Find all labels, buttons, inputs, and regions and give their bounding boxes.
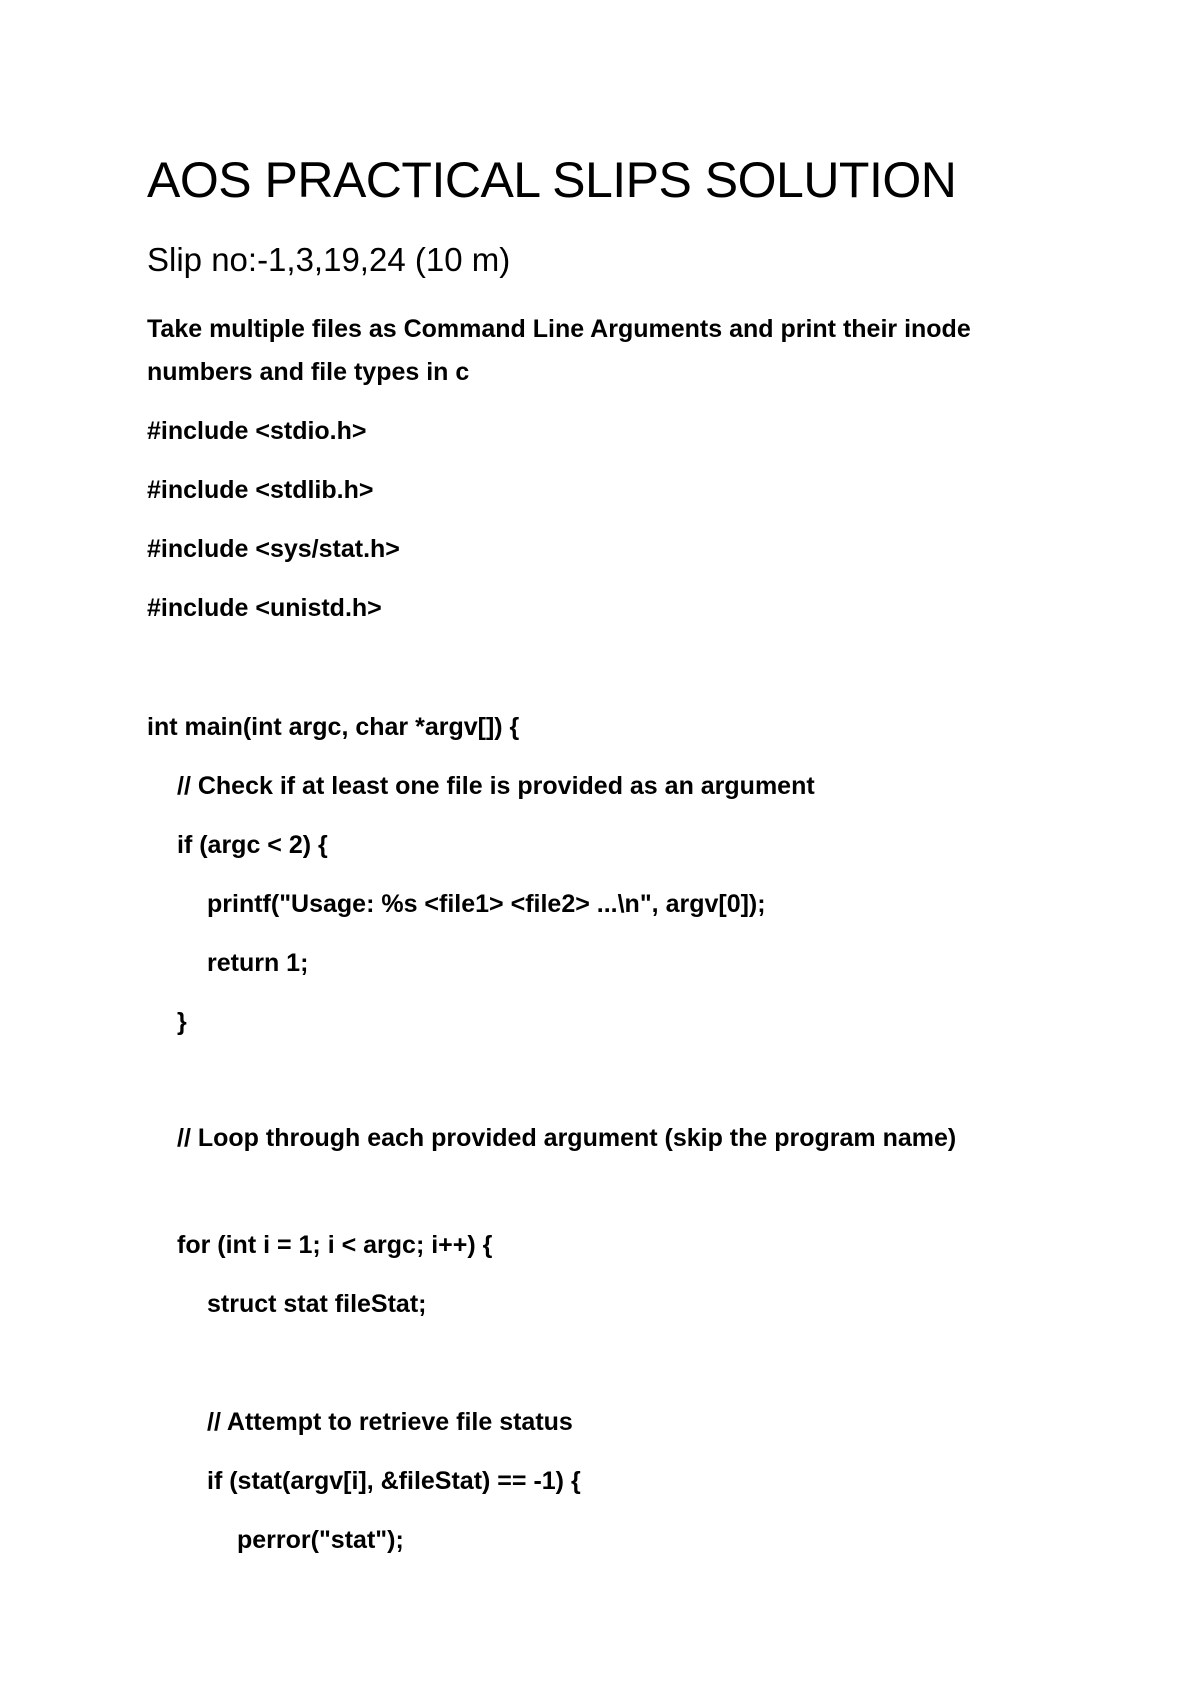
code-main-signature: int main(int argc, char *argv[]) { — [147, 713, 520, 741]
code-comment-check: // Check if at least one file is provided as an argument — [177, 772, 815, 800]
code-comment-attempt: // Attempt to retrieve file status — [207, 1408, 573, 1436]
code-if-stat: if (stat(argv[i], &fileStat) == -1) { — [207, 1467, 581, 1495]
code-struct-stat: struct stat fileStat; — [207, 1290, 427, 1318]
code-return-1: return 1; — [207, 949, 309, 977]
code-include-unistd: #include <unistd.h> — [147, 594, 382, 622]
code-comment-loop: // Loop through each provided argument (skip the program name) — [177, 1124, 957, 1152]
code-include-stat: #include <sys/stat.h> — [147, 535, 400, 563]
document-title: AOS PRACTICAL SLIPS SOLUTION — [147, 152, 957, 208]
code-if-argc: if (argc < 2) { — [177, 831, 328, 859]
code-printf-usage: printf("Usage: %s <file1> <file2> ...\n", argv[0]); — [207, 890, 766, 918]
code-close-if: } — [177, 1008, 187, 1036]
code-include-stdio: #include <stdio.h> — [147, 417, 367, 445]
code-for-loop: for (int i = 1; i < argc; i++) { — [177, 1231, 493, 1259]
slip-number: Slip no:-1,3,19,24 (10 m) — [147, 241, 511, 278]
problem-description: Take multiple files as Command Line Arguments and print their inode numbers and file types in c — [147, 315, 971, 386]
code-perror: perror("stat"); — [237, 1526, 404, 1554]
code-include-stdlib: #include <stdlib.h> — [147, 476, 374, 504]
